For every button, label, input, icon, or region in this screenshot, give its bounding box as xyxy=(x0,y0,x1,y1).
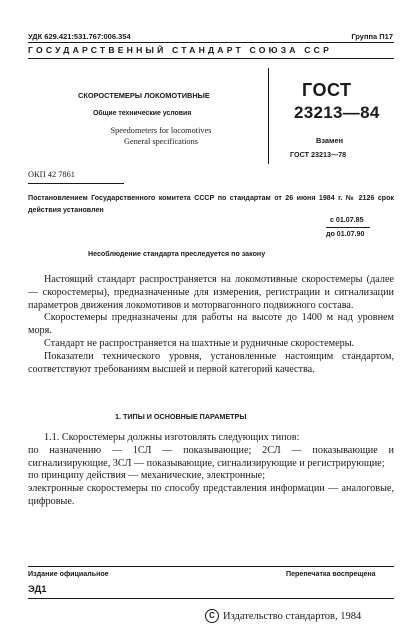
title-en-line1: Speedometers for locomotives xyxy=(110,126,212,135)
copyright-text: Издательство стандартов, 1984 xyxy=(223,610,362,622)
clause-line: электронные скоростемеры по способу представления информации — аналоговые, цифровые. xyxy=(28,483,394,507)
document-subtitle-ru: Общие технические условия xyxy=(93,110,192,117)
okp-underline xyxy=(28,183,124,184)
top-rule-lower xyxy=(28,58,394,59)
group-code: Группа П17 xyxy=(351,32,393,41)
footer-rule-bottom xyxy=(28,598,394,599)
intro-text xyxy=(28,274,394,376)
intro-paragraph: Стандарт не распространяется на шахтные и рудничные скоростемеры. xyxy=(44,337,355,349)
section-title: 1. ТИПЫ И ОСНОВНЫЕ ПАРАМЕТРЫ xyxy=(115,412,247,421)
official-edition: Издание официальное xyxy=(28,570,109,578)
section-clause xyxy=(28,432,394,509)
clause-line: по принципу действия — механические, электронные; xyxy=(28,470,266,482)
udk-code: УДК 629.421:531.767:006.354 xyxy=(28,32,131,41)
intro-paragraph: Показатели технического уровня, установленные настоящим стандартом, соответствуют требованиям высшей и первой категорий качества. xyxy=(28,350,394,375)
edition-code: ЭД1 xyxy=(28,584,47,595)
title-en-line2: General specifications xyxy=(124,137,198,146)
gost-label: ГОСТ xyxy=(302,80,352,100)
replaces-label: Взамен xyxy=(316,136,344,145)
clause-line: по назначению — 1СЛ — показывающие; 2СЛ — показывающие и сигнализирующие, 3СЛ — показывающие, сигнализирующие и регистрирующие; xyxy=(28,444,394,469)
decree-text: Постановлением Государственного комитета СССР по стандартам от 26 июня 1984 г. № 2126 срок действия установлен xyxy=(28,194,394,214)
legal-warning: Несоблюдение стандарта преследуется по закону xyxy=(88,250,266,258)
copyright-icon: С xyxy=(205,609,219,623)
document-title-en xyxy=(98,125,224,147)
reprint-prohibited: Перепечатка воспрещена xyxy=(286,570,376,578)
document-title-ru: СКОРОСТЕМЕРЫ ЛОКОМОТИВНЫЕ xyxy=(78,91,210,100)
state-standard-banner: ГОСУДАРСТВЕННЫЙ СТАНДАРТ СОЮЗА ССР xyxy=(28,45,333,55)
validity-to: до 01.07.90 xyxy=(326,230,365,238)
clause-intro: 1.1. Скоростемеры должны изготовлять следующих типов: xyxy=(44,432,300,443)
okp-code: ОКП 42 7861 xyxy=(28,170,75,179)
copyright xyxy=(205,609,361,623)
footer-rule xyxy=(28,566,394,567)
intro-paragraph: Скоростемеры предназначены для работы на высоте до 1400 м над уровнем моря. xyxy=(28,312,394,337)
validity-divider xyxy=(326,227,370,228)
gost-number: 23213—84 xyxy=(294,103,380,122)
validity-from: с 01.07.85 xyxy=(330,216,364,224)
intro-paragraph: Настоящий стандарт распространяется на локомотивные скоростемеры (далее — скоростемеры), предназначенные для измерения, регистрации и сигнализации параметров движения локомотивов и моторвагонного подвижного состава. xyxy=(28,274,394,311)
replaces-gost: ГОСТ 23213—78 xyxy=(290,150,347,159)
title-vertical-divider xyxy=(268,68,269,164)
top-rule-upper xyxy=(28,42,394,43)
